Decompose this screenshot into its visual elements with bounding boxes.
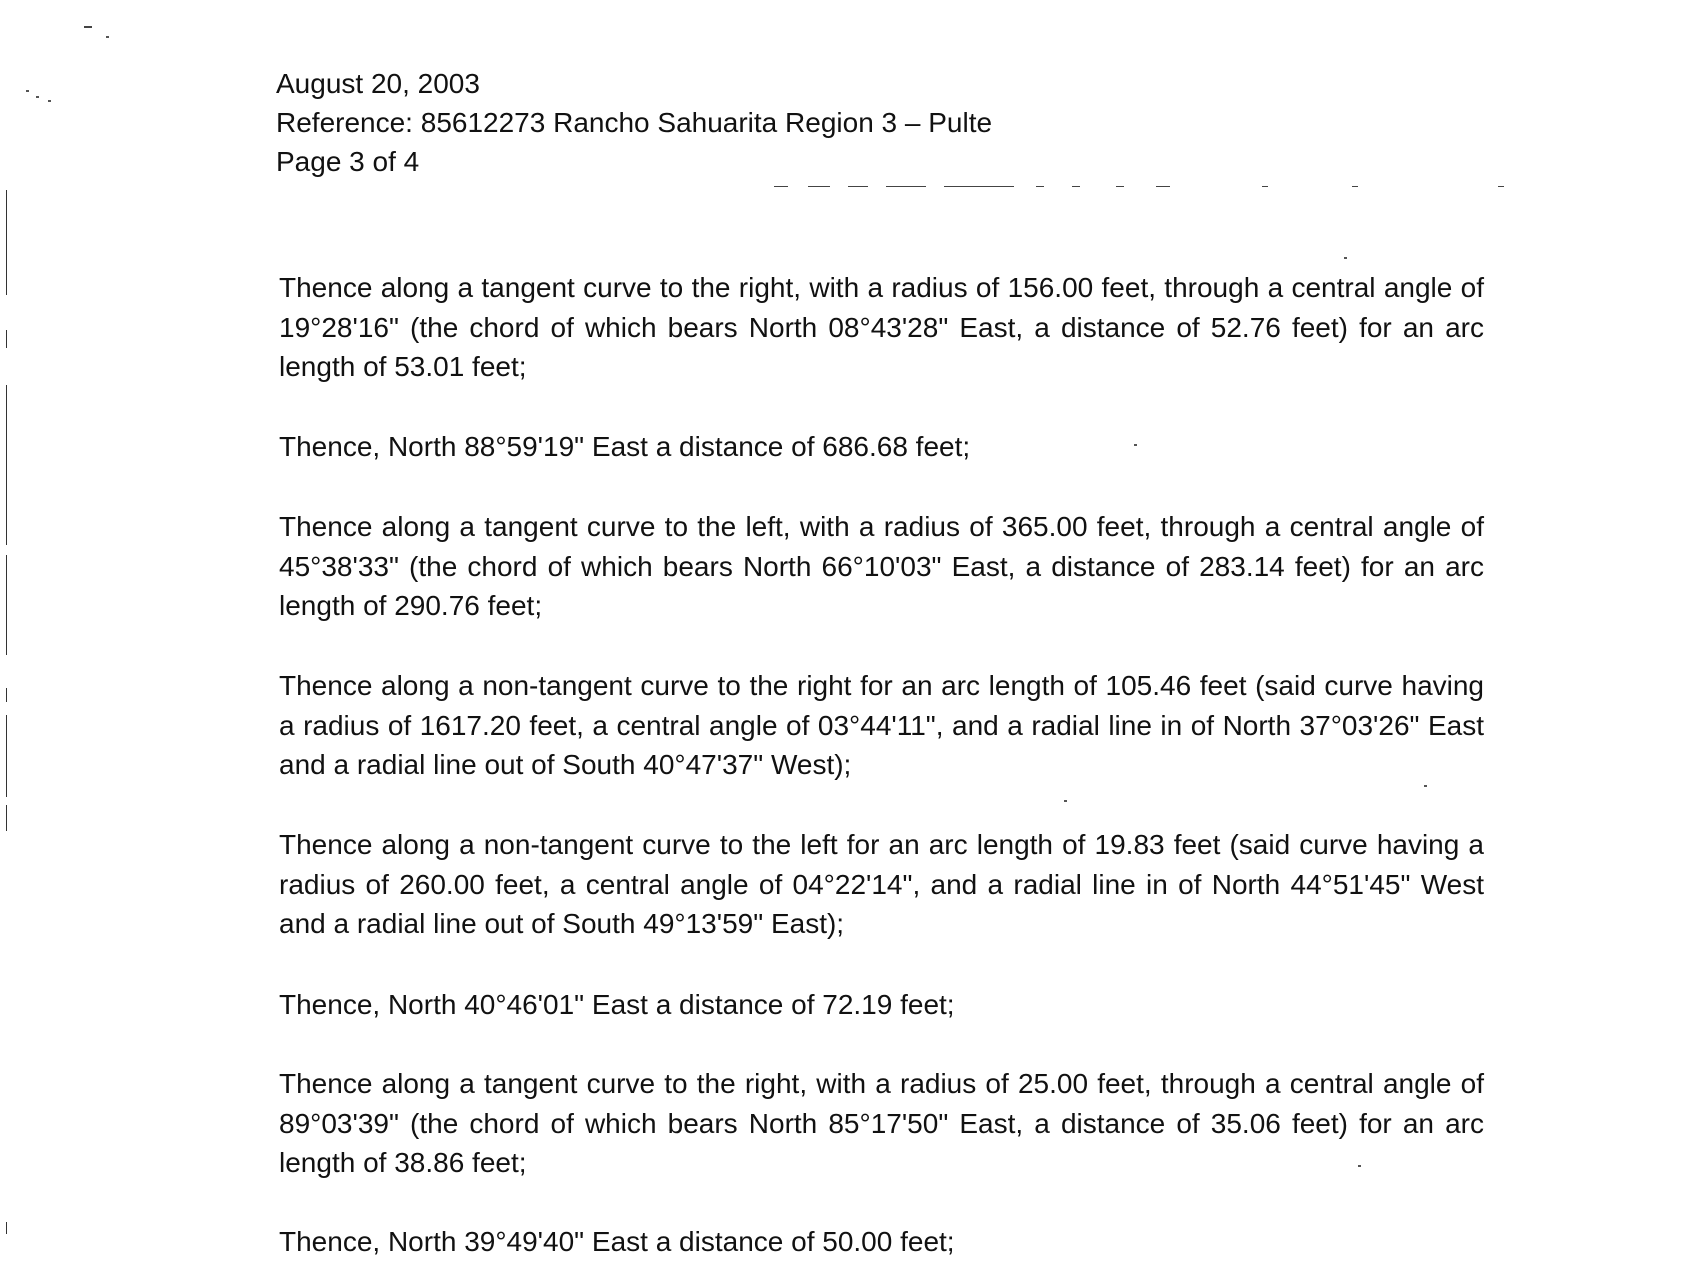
scan-margin-line [6, 688, 7, 702]
scan-mark [1072, 186, 1080, 187]
scan-mark [26, 90, 29, 92]
legal-description-paragraph: Thence, North 88°59'19" East a distance of 686.68 feet; [279, 431, 971, 462]
legal-description-paragraph: Thence along a non-tangent curve to the left for an arc length of 19.83 feet (said curve having a radius of 260.00 feet, a central angle of 04°22'14", and a radial line in of North 44°51'45" West and a radial line out of South 49°13'59" East); [279, 829, 1484, 939]
legal-description-paragraph: Thence, North 40°46'01" East a distance of 72.19 feet; [279, 989, 955, 1020]
header-date: August 20, 2003 [276, 68, 480, 99]
scan-mark [848, 186, 868, 187]
scan-mark [886, 186, 926, 187]
scan-margin-line [6, 555, 7, 655]
legal-description-paragraph: Thence along a tangent curve to the right, with a radius of 156.00 feet, through a central angle of 19°28'16" (the chord of which bears North 08°43'28" East, a distance of 52.76 feet) for an arc length of 53.01 feet; [279, 272, 1484, 382]
scan-mark [1116, 186, 1124, 187]
scan-mark [1424, 785, 1427, 787]
scan-mark [48, 100, 51, 102]
header-reference: Reference: 85612273 Rancho Sahuarita Region 3 – Pulte [276, 107, 993, 138]
scan-margin-line [6, 1222, 7, 1234]
scan-margin-line [6, 190, 7, 295]
scan-margin-line [6, 330, 7, 348]
scan-mark [1156, 186, 1170, 187]
scan-mark [36, 96, 39, 98]
legal-description-paragraph: Thence along a tangent curve to the left, with a radius of 365.00 feet, through a central angle of 45°38'33" (the chord of which bears North 66°10'03" East, a distance of 283.14 feet) for an arc length of 290.76 feet; [279, 511, 1484, 621]
scan-mark [774, 186, 788, 187]
scan-mark [944, 186, 1014, 187]
scan-mark [84, 26, 92, 28]
document-header [276, 64, 992, 181]
scan-mark [1262, 186, 1268, 187]
scan-mark [1064, 800, 1067, 802]
scan-mark [808, 186, 830, 187]
scan-mark [106, 36, 109, 38]
legal-description-paragraph: Thence along a non-tangent curve to the right for an arc length of 105.46 feet (said curve having a radius of 1617.20 feet, a central angle of 03°44'11", and a radial line in of North 37°03'26" East and a radial line out of South 40°47'37" West); [279, 670, 1484, 780]
scan-margin-line [6, 715, 7, 797]
legal-description-paragraph: Thence, North 39°49'40" East a distance of 50.00 feet; [279, 1226, 955, 1257]
scan-margin-line [6, 805, 7, 831]
scan-mark [1352, 186, 1358, 187]
scan-margin-line [6, 385, 7, 475]
header-page-number: Page 3 of 4 [276, 146, 420, 177]
scan-mark [1344, 257, 1347, 259]
legal-description-paragraph: Thence along a tangent curve to the right, with a radius of 25.00 feet, through a central angle of 89°03'39" (the chord of which bears North 85°17'50" East, a distance of 35.06 feet) for an arc length of 38.86 feet; [279, 1068, 1484, 1178]
scan-mark [1036, 186, 1044, 187]
scan-margin-line [6, 470, 7, 545]
scan-mark [1498, 186, 1504, 187]
